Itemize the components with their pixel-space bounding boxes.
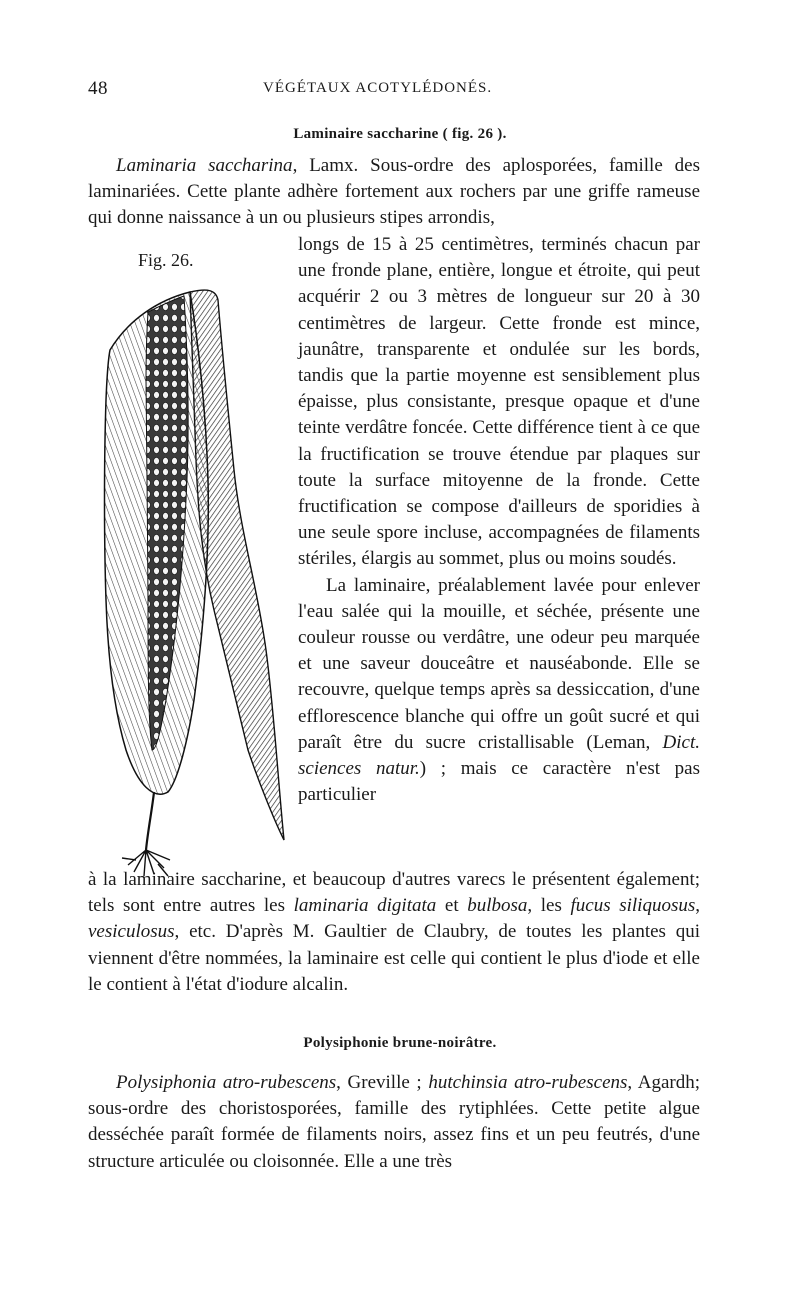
figure-side-text	[298, 232, 700, 808]
continuation-text: et	[436, 895, 468, 917]
page-number: 48	[88, 78, 108, 99]
continuation-text: , etc. D'après M. Gaultier de Claubry, de toutes les plantes qui viennent d'être nommées, la laminaire est celle qui contient le plus d'iode et elle le contient à l'état d'iodure alcalin.	[88, 921, 700, 995]
latin-term: laminaria digitata	[293, 895, 437, 917]
latin-name: Polysiphonia atro-rubescens	[116, 1072, 337, 1093]
continuation-text: ,	[695, 895, 700, 917]
intro-paragraph	[88, 153, 700, 232]
latin-name: Laminaria saccharina	[116, 155, 293, 176]
continuation-paragraph	[88, 867, 700, 998]
properties-text-end: ) ; mais ce caractère n'est pas particulier	[298, 758, 700, 806]
kelp-illustration	[98, 280, 288, 880]
latin-term: bulbosa	[467, 895, 528, 917]
continuation-text: , les	[527, 895, 571, 917]
section-heading-polysiphonie: Polysiphonie brune-noirâtre.	[303, 1035, 497, 1051]
latin-name: hutchinsia atro-rubescens	[428, 1072, 628, 1093]
latin-term: fucus siliquosus	[570, 895, 696, 917]
properties-paragraph	[298, 573, 700, 809]
body-text: , Greville ;	[336, 1072, 429, 1093]
properties-text: La laminaire, préalablement lavée pour enlever l'eau salée qui la mouille, et séchée, présente une couleur rousse ou verdâtre, une odeur peu marquée et une saveur douceâtre et nauséabonde. Elle se recouvre, quelque temps après sa dessiccation, d'une efflorescence blanche qui offre un goût sucré et qui paraît être du sucre cristallisable (Leman,	[298, 574, 700, 753]
description-paragraph: longs de 15 à 25 centimètres, terminés chacun par une fronde plane, entière, longue et étroite, qui peut acquérir 2 ou 3 mètres de longueur sur 20 à 30 centimètres de largeur. Cette fronde est mince, jaunâtre, transparente et ondulée sur les bords, tandis que la partie moyenne est sensiblement plus épaisse, plus consistante, presque opaque et d'une teinte verdâtre foncée. Cette différence tient à ce que la fructification se trouve étendue par plaques sur toute la surface mitoyenne de la fronde. Cette fructification se compose d'ailleurs de sporidies à une seule spore incluse, accompagnées de filaments stériles, élargis au sommet, plus ou moins soudés.	[298, 234, 700, 570]
running-head	[88, 78, 700, 102]
body-text: , Agardh; sous-ordre des choristosporées, famille des rytiphlées. Cette petite algue desséchée paraît formée de filaments noirs, assez fins et un peu feutrés, d'une structure articulée ou cloisonnée. Elle a une très	[88, 1072, 700, 1172]
polysiphonie-paragraph	[88, 1070, 700, 1175]
intro-text: , Lamx. Sous-ordre des aplosporées, famille des laminariées. Cette plante adhère fortement aux rochers par une griffe rameuse qui donne naissance à un ou plusieurs stipes arrondis,	[88, 155, 700, 229]
reference-citation: Dict. sciences natur.	[298, 731, 700, 780]
figure-label: Fig. 26.	[138, 250, 194, 270]
continuation-text: à la laminaire saccharine, et beaucoup d'autres varecs le présentent également; tels sont entre autres les	[88, 869, 700, 917]
latin-term: vesiculosus	[88, 921, 175, 943]
running-title: VÉGÉTAUX ACOTYLÉDONÉS.	[263, 80, 493, 96]
section-heading-laminaire: Laminaire saccharine ( fig. 26 ).	[293, 126, 507, 142]
